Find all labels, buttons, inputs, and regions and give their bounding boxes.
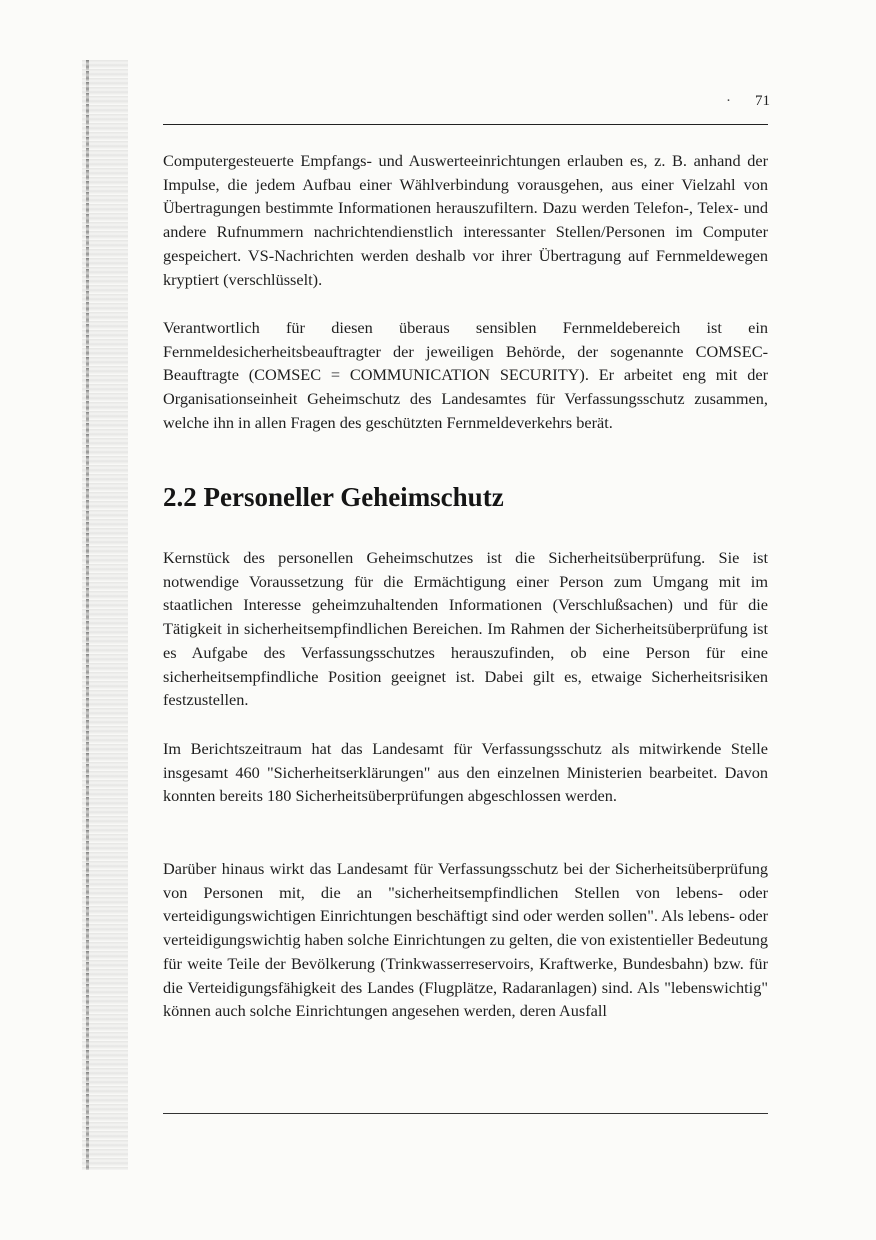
scan-binding-edge bbox=[86, 60, 89, 1170]
paragraph-2: Verantwortlich für diesen überaus sensiblen Fernmeldebereich ist ein Fernmeldesicherheitsbeauftragter der jeweiligen Behörde, der sogenannte COMSEC-Beauftragte (COMSEC = COMMUNICATION SECURITY). Er arbeitet eng mit der Organisationseinheit Geheimschutz des Landesamtes für Verfassungsschutz zusammen, welche ihn in allen Fragen des geschützten Fernmeldeverkehrs berät. bbox=[163, 318, 768, 432]
footer-rule bbox=[163, 1113, 768, 1114]
section-heading: 2.2 Personeller Geheimschutz bbox=[163, 482, 504, 512]
page-number: 71 bbox=[755, 93, 770, 109]
header-rule bbox=[163, 124, 768, 125]
paragraph-5: Darüber hinaus wirkt das Landesamt für Verfassungsschutz bei der Sicherheitsüberprüfung von Personen mit, die an "sicherheitsempfindlichen Stellen von lebens- oder verteidigungswichtigen Einrichtungen beschäftigt sind oder werden sollen". Als lebens- oder verteidigungswichtig haben solche Einrichtungen zu gelten, die von existentieller Bedeutung für weite Teile der Bevölkerung (Trinkwasserreservoirs, Kraftwerke, Bundesbahn) bzw. für die Verteidigungsfähigkeit des Landes (Flugplätze, Radaranlagen) sind. Als "lebenswichtig" können auch solche Einrichtungen angesehen werden, deren Ausfall bbox=[163, 859, 768, 1021]
paragraph-4: Im Berichtszeitraum hat das Landesamt für Verfassungsschutz als mitwirkende Stelle insgesamt 460 "Sicherheitserklärungen" aus den einzelnen Ministerien bearbeitet. Davon konnten bereits 180 Sicherheitsüberprüfungen abgeschlossen werden. bbox=[163, 739, 768, 806]
header-dot: · bbox=[726, 93, 731, 109]
paragraph-3: Kernstück des personellen Geheimschutzes ist die Sicherheitsüberprüfung. Sie ist notwendige Voraussetzung für die Ermächtigung einer Person zum Umgang mit im staatlichen Interesse geheimzuhaltenden Informationen (Verschlußsachen) und für die Tätigkeit in sicherheitsempfindlichen Bereichen. Im Rahmen der Sicherheitsüberprüfung ist es Aufgabe des Verfassungsschutzes herauszufinden, ob eine Person für eine sicherheitsempfindliche Position geeignet ist. Dabei gilt es, etwaige Sicherheitsrisiken festzustellen. bbox=[163, 548, 768, 710]
paragraph-1: Computergesteuerte Empfangs- und Auswerteeinrichtungen erlauben es, z. B. anhand der Impulse, die jedem Aufbau einer Wählverbindung vorausgehen, aus einer Vielzahl von Übertragungen bestimmte Informationen herauszufiltern. Dazu werden Telefon-, Telex- und andere Rufnummern nachrichtendienstlich interessanter Stellen/Personen im Computer gespeichert. VS-Nachrichten werden deshalb vor ihrer Übertragung auf Fernmeldewegen kryptiert (verschlüsselt). bbox=[163, 151, 768, 289]
